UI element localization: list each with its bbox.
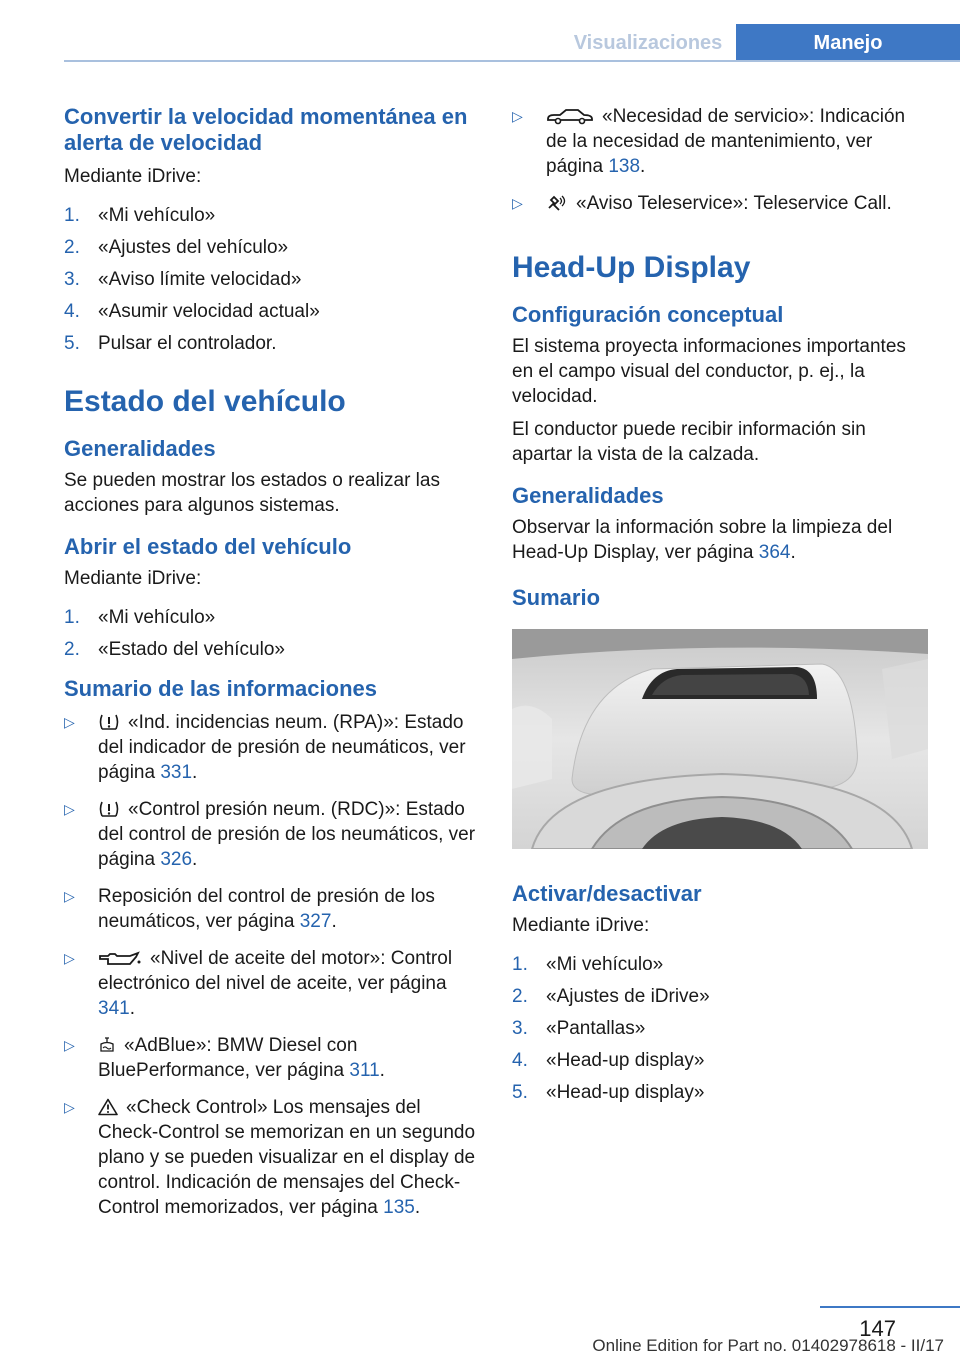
heading-activar: Activar/desactivar <box>512 881 702 906</box>
heading-convert-speed: Convertir la velocidad momentánea en alerta de velocidad <box>64 104 468 155</box>
list-item: 3. «Pantallas» <box>512 1018 646 1039</box>
generalidades-text: Se pueden mostrar los estados o realizar las acciones para algunos sistemas. <box>64 470 440 516</box>
heading-sumario: Sumario <box>512 585 601 610</box>
heading-abrir-estado: Abrir el estado del vehículo <box>64 534 352 559</box>
heading-sumario-informaciones: Sumario de las informaciones <box>64 676 377 701</box>
list-item: 2. «Estado del vehículo» <box>64 639 285 660</box>
page-link[interactable]: 364 <box>758 542 791 563</box>
list-item: 2. «Ajustes de iDrive» <box>512 986 710 1007</box>
generalidades-hud-text: Observar la información sobre la limpieza del Head-Up Display, ver página 364. <box>512 517 893 563</box>
list-item: 5. Pulsar el controlador. <box>64 333 277 354</box>
list-item: 1. «Mi vehículo» <box>64 607 216 628</box>
list-item: 2. «Ajustes del vehículo» <box>64 237 289 258</box>
list-item: ▷ «Nivel de aceite del motor»: Control electrónico del nivel de aceite, ver página 341. <box>64 948 453 1019</box>
header-rule <box>64 60 960 62</box>
config-text-1: El sistema proyecta informaciones importantes en el campo visual del conductor, p. ej., la velocidad. <box>512 336 906 407</box>
heading-configuracion: Configuración conceptual <box>512 302 784 327</box>
config-text-2: El conductor puede recibir información sin apartar la vista de la calzada. <box>512 419 866 465</box>
list-item: 3. «Aviso límite velocidad» <box>64 269 302 290</box>
list-item: 4. «Head-up display» <box>512 1050 705 1071</box>
page-link[interactable]: 327 <box>299 911 332 932</box>
list-item: ▷ «Control presión neum. (RDC)»: Estado del control de presión de los neumáticos, ver página 326. <box>64 799 476 870</box>
list-item: 4. «Asumir velocidad actual» <box>64 301 320 322</box>
warning-triangle-icon <box>98 1098 118 1116</box>
page-link[interactable]: 135 <box>383 1197 415 1218</box>
right-column <box>512 100 928 1112</box>
activar-steps <box>512 952 928 1105</box>
info-list <box>64 710 480 1220</box>
page-link[interactable]: 326 <box>160 849 193 870</box>
edition-footer: Online Edition for Part no. 01402978618 - II/17 <box>592 1336 944 1355</box>
tire-pressure-icon <box>98 800 120 818</box>
activar-intro: Mediante iDrive: <box>512 915 650 936</box>
list-item: 5. «Head-up display» <box>512 1082 705 1103</box>
list-item: ▷ «AdBlue»: BMW Diesel con BluePerformance, ver página 311. <box>64 1035 385 1081</box>
service-list <box>512 104 928 216</box>
adblue-icon <box>98 1036 116 1054</box>
page-link[interactable]: 138 <box>608 156 641 177</box>
abrir-steps <box>64 605 480 662</box>
oil-can-icon <box>98 951 142 967</box>
heading-estado-vehiculo: Estado del vehículo <box>64 385 346 418</box>
page-link[interactable]: 311 <box>349 1060 380 1081</box>
page-link[interactable]: 331 <box>160 762 193 783</box>
page-number-rule <box>820 1306 960 1308</box>
tab-visualizaciones[interactable]: Visualizaciones <box>573 31 723 54</box>
list-item: ▷ «Ind. incidencias neum. (RPA)»: Estado del indicador de presión de neumáticos, ver página 331. <box>64 712 466 783</box>
heading-head-up-display: Head-Up Display <box>512 251 751 284</box>
list-item: ▷ «Aviso Teleservice»: Teleservice Call. <box>512 193 892 214</box>
list-item: 1. «Mi vehículo» <box>64 205 216 226</box>
list-item: ▷ «Necesidad de servicio»: Indicación de la necesidad de mantenimiento, ver página 138. <box>512 106 906 177</box>
head-up-display-photo <box>512 629 928 849</box>
list-item: ▷ Reposición del control de presión de los neumáticos, ver página 327. <box>64 886 435 932</box>
abrir-intro: Mediante iDrive: <box>64 568 202 589</box>
tire-pressure-icon <box>98 713 120 731</box>
left-column <box>64 100 480 1227</box>
heading-generalidades-hud: Generalidades <box>512 483 664 508</box>
convert-steps <box>64 203 480 356</box>
convert-intro: Mediante iDrive: <box>64 166 202 187</box>
list-item: ▷ «Check Control» Los mensajes del Check-Control se memorizan en un segundo plano y se pueden visualizar en el display de control. Indicación de mensajes del Check-Control memorizados, ver página 135. <box>64 1097 476 1218</box>
car-service-icon <box>546 107 594 125</box>
heading-generalidades: Generalidades <box>64 436 216 461</box>
page-link[interactable]: 341 <box>98 998 130 1019</box>
teleservice-icon <box>546 194 568 212</box>
list-item: 1. «Mi vehículo» <box>512 954 664 975</box>
tab-manejo[interactable]: Manejo <box>736 24 960 62</box>
page-number: 147 <box>859 1316 896 1341</box>
